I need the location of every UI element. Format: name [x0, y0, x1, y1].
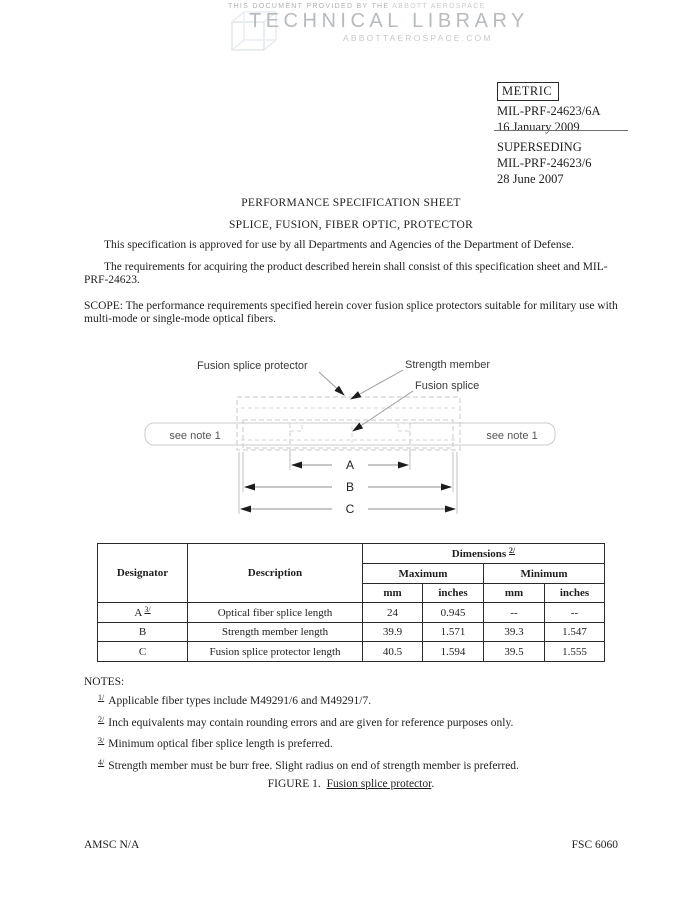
notes-section — [84, 676, 618, 781]
dimensions-footnote-ref: 2/ — [508, 545, 516, 555]
table-row — [98, 642, 605, 662]
cell-max-inches: 0.945 — [423, 603, 484, 623]
note-ref: 2/ — [98, 714, 105, 724]
cell-designator: B — [98, 623, 188, 642]
dimensions-table — [97, 543, 605, 662]
see-note-left: see note 1 — [169, 430, 221, 442]
col-header-minimum: Minimum — [484, 564, 605, 584]
cell-min-mm: 39.5 — [484, 642, 545, 662]
designator-footnote-ref: 3/ — [144, 604, 151, 614]
label-strength-member: Strength member — [405, 359, 490, 371]
masthead-site-url: ABBOTTAEROSPACE.COM — [343, 33, 493, 43]
col-header-min-inches: inches — [545, 584, 605, 603]
requirements-paragraph: The requirements for acquiring the product described herein shall consist of this specification sheet and MIL-PRF-24623. — [84, 261, 608, 286]
cell-min-inches: 1.555 — [545, 642, 605, 662]
fsc-number: FSC 6060 — [571, 839, 618, 851]
masthead-title: TECHNICAL LIBRARY — [249, 10, 529, 32]
approval-paragraph: This specification is approved for use by all Departments and Agencies of the Department of Defense. — [104, 239, 575, 251]
cell-min-mm: -- — [484, 603, 545, 623]
cell-min-inches: 1.547 — [545, 623, 605, 642]
see-note-right: see note 1 — [486, 430, 538, 442]
dim-b-label: B — [345, 480, 355, 494]
dim-c-label: C — [345, 502, 355, 516]
note-text: Inch equivalents may contain rounding errors and are given for reference purposes only. — [108, 716, 514, 729]
col-header-max-mm: mm — [363, 584, 423, 603]
label-fusion-splice: Fusion splice — [415, 380, 480, 392]
note-text: Strength member must be burr free. Slight radius on end of strength member is preferred. — [108, 759, 519, 772]
note-text: Applicable fiber types include M49291/6 and M49291/7. — [108, 695, 372, 707]
table-row — [98, 623, 605, 642]
leader-strength-member — [351, 370, 403, 399]
strength-member-outline — [243, 420, 453, 448]
cell-min-inches: -- — [545, 603, 605, 623]
col-header-description: Description — [188, 544, 363, 603]
label-fusion-splice-protector: Fusion splice protector — [197, 360, 308, 372]
cell-description: Optical fiber splice length — [188, 603, 363, 623]
spec-date: 16 January 2009 — [497, 120, 580, 135]
scope-paragraph: SCOPE: The performance requirements specified herein cover fusion splice protectors suitable for military use with multi-mode or single-mode optical fibers. — [84, 300, 618, 325]
spec-superseded-date: 28 June 2007 — [497, 172, 564, 187]
masthead-provided-prefix: THIS DOCUMENT PROVIDED BY THE — [228, 3, 393, 10]
subject-title: SPLICE, FUSION, FIBER OPTIC, PROTECTOR — [228, 219, 474, 231]
designator-text: A — [134, 606, 142, 619]
masthead — [0, 0, 700, 60]
table-header-row-1 — [98, 544, 605, 564]
amsc-number: AMSC N/A — [84, 839, 140, 851]
figure-caption-period: . — [431, 778, 435, 790]
cell-designator — [98, 603, 188, 623]
col-header-max-inches: inches — [423, 584, 484, 603]
cell-max-mm: 24 — [363, 603, 423, 623]
col-header-dimensions — [363, 544, 605, 564]
dimensions-text: Dimensions — [451, 547, 507, 560]
note-ref: 1/ — [98, 693, 105, 702]
dim-a-label: A — [345, 458, 355, 472]
note-item — [98, 695, 618, 708]
note-text: Minimum optical fiber splice length is preferred. — [108, 738, 333, 750]
note-ref: 3/ — [98, 736, 105, 745]
cell-max-inches: 1.571 — [423, 623, 484, 642]
figure-drawing — [100, 352, 600, 524]
note-item — [98, 738, 618, 751]
masthead-provided-brand: ABBOTT AEROSPACE — [392, 3, 486, 10]
figure-caption-prefix: FIGURE 1. — [267, 778, 327, 790]
sheet-title: PERFORMANCE SPECIFICATION SHEET — [241, 197, 461, 209]
masthead-provided-line — [228, 3, 488, 10]
col-header-designator: Designator — [98, 544, 188, 603]
cell-max-inches: 1.594 — [423, 642, 484, 662]
col-header-maximum: Maximum — [363, 564, 484, 584]
cell-max-mm: 39.9 — [363, 623, 423, 642]
spec-block-divider — [494, 130, 628, 131]
spec-superseded-number: MIL-PRF-24623/6 — [497, 155, 592, 170]
leader-protector — [319, 372, 344, 395]
note-item — [98, 757, 618, 773]
strength-member-step-right — [398, 423, 410, 431]
metric-badge: METRIC — [497, 82, 559, 101]
figure-caption-title: Fusion splice protector — [326, 778, 432, 790]
strength-member-step-left — [290, 423, 302, 431]
cell-description: Strength member length — [188, 623, 363, 642]
note-ref: 4/ — [98, 757, 105, 767]
cell-description: Fusion splice protector length — [188, 642, 363, 662]
col-header-min-mm: mm — [484, 584, 545, 603]
notes-heading: NOTES: — [84, 676, 125, 688]
table-row — [98, 603, 605, 623]
note-item — [98, 714, 618, 730]
cell-designator: C — [98, 642, 188, 662]
cell-min-mm: 39.3 — [484, 623, 545, 642]
spec-doc-number: MIL-PRF-24623/6A — [497, 104, 601, 119]
spec-id-block — [497, 82, 637, 187]
figure-caption — [84, 778, 618, 790]
spec-superseding-label: SUPERSEDING — [497, 139, 582, 154]
cell-max-mm: 40.5 — [363, 642, 423, 662]
